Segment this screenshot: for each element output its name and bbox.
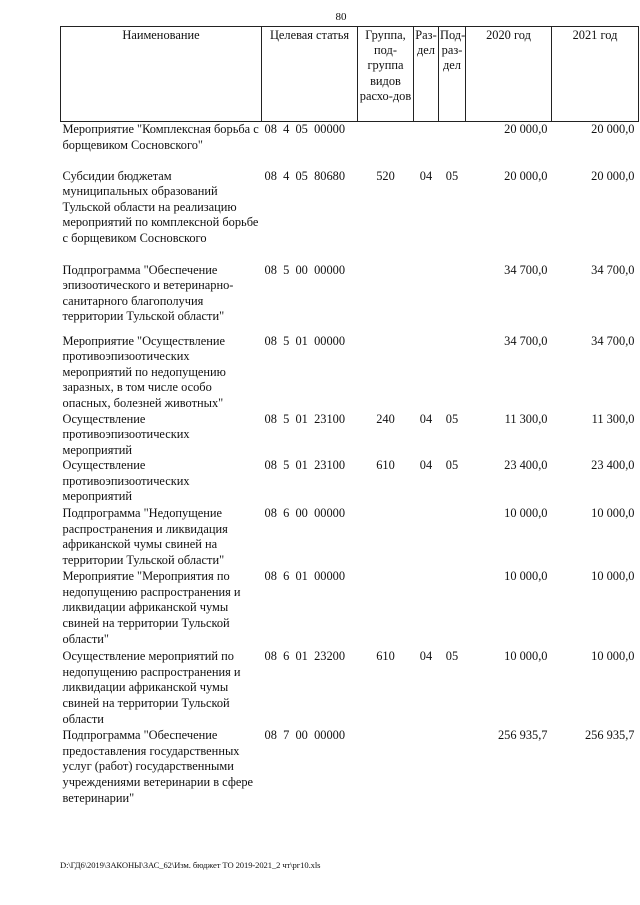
row-year-2020: 34 700,0 [504,333,548,348]
row-group: 610 [376,458,395,473]
row-year-2020: 20 000,0 [504,122,548,136]
row-section [414,334,439,412]
header-section: Раз-дел [414,27,439,122]
row-subsection: 05 [445,168,459,183]
row-group [358,569,414,649]
row-subsection [439,569,466,649]
table-row [61,458,639,506]
row-subsection [439,506,466,569]
row-section: 04 [419,411,433,426]
row-subsection [439,263,466,334]
row-name: Осуществление мероприятий по недопущению распространения и ликвидации африканской чумы свиней на территории Тульской области [62,649,241,726]
table-row [61,334,639,412]
row-group [358,334,414,412]
budget-table [60,26,639,808]
header-target-article: Целевая статья [262,27,358,122]
row-subsection [439,728,466,808]
row-name: Осуществление противоэпизоотических мероприятий [62,458,190,504]
row-group [358,122,414,169]
row-group: 610 [376,649,395,664]
table-row [61,169,639,263]
row-year-2021: 10 000,0 [591,649,635,664]
row-subsection: 05 [445,458,459,473]
row-target-article: 08 4 05 80680 [264,168,346,183]
row-target-article: 08 5 01 23100 [264,411,346,426]
row-name: Мероприятие "Комплексная борьба с борщевиком Сосновского" [62,122,259,152]
row-subsection [439,122,466,169]
row-year-2021: 20 000,0 [591,122,635,136]
row-subsection [439,334,466,412]
row-section: 04 [419,649,433,664]
row-section [414,569,439,649]
table-row [61,728,639,808]
row-target-article: 08 5 01 23100 [264,458,346,473]
row-year-2020: 23 400,0 [504,458,548,473]
row-section [414,728,439,808]
row-target-article: 08 5 01 00000 [264,333,346,348]
row-group [358,506,414,569]
header-year-2020: 2020 год [466,27,552,122]
row-target-article: 08 4 05 00000 [264,122,346,136]
row-name: Подпрограмма "Обеспечение эпизоотического и ветеринарно-санитарного благополучия территории Тульской области" [62,262,234,324]
row-year-2021: 34 700,0 [591,262,635,277]
row-subsection: 05 [445,649,459,664]
row-name: Мероприятие "Осуществление противоэпизоотических мероприятий по недопущению заразных, в том числе особо опасных, болезней животных" [62,333,226,410]
row-name: Подпрограмма "Обеспечение предоставления государственных услуг (работ) государственными учреждениями ветеринарии в сфере ветеринарии" [62,728,254,805]
header-subsection: Под-раз-дел [439,27,466,122]
row-section [414,506,439,569]
row-section [414,263,439,334]
row-name: Мероприятие "Мероприятия по недопущению распространения и ликвидации африканской чумы свиней на территории Тульской области" [62,569,241,646]
row-year-2021: 256 935,7 [584,728,635,743]
row-name: Подпрограмма "Недопущение распространения и ликвидация африканской чумы свиней на территории Тульской области" [62,506,228,568]
row-year-2020: 10 000,0 [504,506,548,521]
row-year-2020: 20 000,0 [504,168,548,183]
table-row [61,122,639,169]
row-year-2020: 10 000,0 [504,569,548,584]
table-row [61,569,639,649]
table-row [61,263,639,334]
header-year-2021: 2021 год [552,27,639,122]
row-year-2021: 23 400,0 [591,458,635,473]
row-target-article: 08 7 00 00000 [264,728,346,743]
row-name: Осуществление противоэпизоотических мероприятий [62,411,190,457]
row-group [358,263,414,334]
table-row [61,506,639,569]
row-section [414,122,439,169]
row-year-2021: 20 000,0 [591,168,635,183]
page-number: 80 [335,11,347,23]
row-year-2021: 11 300,0 [591,411,635,426]
table-row [61,649,639,728]
row-subsection: 05 [445,411,459,426]
row-group: 240 [376,411,395,426]
row-target-article: 08 6 01 23200 [264,649,346,664]
row-group: 520 [376,168,395,183]
table-row [61,412,639,459]
row-year-2021: 34 700,0 [591,333,635,348]
row-year-2020: 256 935,7 [497,728,548,743]
row-target-article: 08 5 00 00000 [264,262,346,277]
row-group [358,728,414,808]
file-path-footer: D:\ГД6\2019\ЗАКОНЫ\ЗАС_62\Изм. бюджет ТО 2019-2021_2 чт\рг10.xls [60,860,321,870]
row-target-article: 08 6 00 00000 [264,506,346,521]
row-year-2020: 10 000,0 [504,649,548,664]
header-group: Группа, под-группа видов расхо-дов [358,27,414,122]
row-year-2020: 11 300,0 [504,411,548,426]
row-year-2021: 10 000,0 [591,506,635,521]
row-section: 04 [419,168,433,183]
row-section: 04 [419,458,433,473]
header-name: Наименование [61,27,262,122]
row-year-2020: 34 700,0 [504,262,548,277]
row-name: Субсидии бюджетам муниципальных образований Тульской области на реализацию мероприятий по комплексной борьбе с борщевиком Сосновского [62,168,259,245]
table-header-row [61,27,639,122]
row-target-article: 08 6 01 00000 [264,569,346,584]
row-year-2021: 10 000,0 [591,569,635,584]
